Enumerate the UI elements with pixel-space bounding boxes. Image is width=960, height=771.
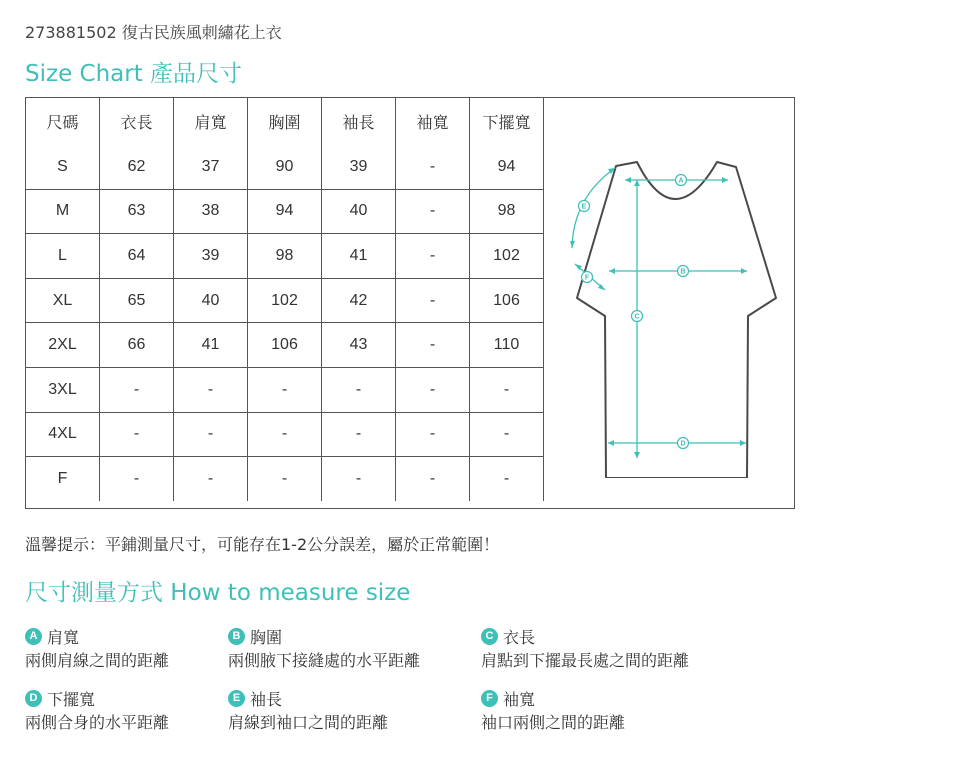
cell-size: 4XL [26,412,100,457]
header-sleeve-width: 袖寬 [396,98,470,145]
legend-description: 兩側合身的水平距離 [25,713,170,732]
tshirt-outline [577,162,776,478]
cell-size: XL [26,278,100,323]
badge-a-icon: A [25,628,42,645]
table-row [26,457,544,501]
cell-sleeve-width: - [396,323,470,368]
cell-hem-width: 106 [470,278,544,323]
cell-sleeve-length: 43 [322,323,396,368]
cell-size: M [26,189,100,234]
cell-length: 64 [100,234,174,279]
cell-shoulder: 38 [174,189,248,234]
badge-f-icon: F [481,690,498,707]
cell-sleeve-width: - [396,367,470,412]
svg-text:C: C [634,313,640,321]
cell-hem-width: 94 [470,145,544,189]
cell-sleeve-length: 40 [322,189,396,234]
cell-size: F [26,457,100,501]
cell-hem-width: 102 [470,234,544,279]
legend-label: 肩寬 [47,627,80,647]
cell-hem-width: - [470,457,544,501]
cell-hem-width: 110 [470,323,544,368]
cell-chest: - [248,457,322,501]
header-hem-width: 下擺寬 [470,98,544,145]
cell-chest: 94 [248,189,322,234]
cell-sleeve-width: - [396,412,470,457]
cell-chest: 90 [248,145,322,189]
legend-description: 袖口兩側之間的距離 [481,713,626,732]
size-table-header-row [26,98,544,145]
cell-length: 63 [100,189,174,234]
legend-description: 兩側肩線之間的距離 [25,651,170,670]
cell-size: S [26,145,100,189]
legend-item-chest [228,626,468,671]
cell-size: L [26,234,100,279]
cell-shoulder: 39 [174,234,248,279]
cell-sleeve-width: - [396,189,470,234]
cell-shoulder: 37 [174,145,248,189]
legend-item-sleeve-width [481,688,721,733]
cell-chest: - [248,367,322,412]
cell-chest: 106 [248,323,322,368]
badge-c-icon: C [481,628,498,645]
header-sleeve-length: 袖長 [322,98,396,145]
badge-d-icon: D [25,690,42,707]
cell-length: - [100,412,174,457]
cell-shoulder: 41 [174,323,248,368]
legend-label: 胸圍 [250,627,283,647]
cell-chest: - [248,412,322,457]
product-title: 273881502 復古民族風刺繡花上衣 [25,23,282,42]
cell-sleeve-length: 41 [322,234,396,279]
cell-sleeve-width: - [396,457,470,501]
size-chart-panel [25,97,795,509]
tshirt-measurement-diagram [553,138,795,478]
cell-sleeve-width: - [396,145,470,189]
measurement-tip: 溫馨提示：平鋪測量尺寸，可能存在1-2公分誤差，屬於正常範圍！ [25,535,500,554]
size-table [26,98,544,501]
cell-sleeve-length: - [322,457,396,501]
cell-length: - [100,457,174,501]
legend-description: 肩點到下擺最長處之間的距離 [481,651,690,670]
marker-c [632,311,643,322]
table-row [26,412,544,457]
legend-description: 兩側腋下接縫處的水平距離 [228,651,421,670]
svg-text:E: E [581,203,587,211]
svg-text:A: A [678,177,684,185]
cell-hem-width: - [470,412,544,457]
legend-item-sleeve-length [228,688,468,733]
table-row [26,367,544,412]
cell-length: 66 [100,323,174,368]
table-row [26,145,544,189]
cell-length: - [100,367,174,412]
cell-sleeve-width: - [396,234,470,279]
svg-text:B: B [680,268,686,276]
cell-size: 3XL [26,367,100,412]
table-row [26,189,544,234]
cell-hem-width: 98 [470,189,544,234]
header-chest: 胸圍 [248,98,322,145]
cell-size: 2XL [26,323,100,368]
marker-a [676,175,687,186]
legend-description: 肩線到袖口之間的距離 [228,713,389,732]
table-row [26,323,544,368]
table-row [26,234,544,279]
cell-sleeve-length: 39 [322,145,396,189]
marker-b [678,266,689,277]
size-chart-heading: Size Chart 產品尺寸 [25,61,243,87]
svg-text:D: D [680,440,686,448]
cell-chest: 98 [248,234,322,279]
table-row [26,278,544,323]
legend-label: 袖長 [250,689,283,709]
cell-shoulder: - [174,367,248,412]
how-to-measure-heading: 尺寸測量方式 How to measure size [25,580,411,606]
legend-label: 下擺寬 [47,689,96,709]
legend-item-length [481,626,721,671]
cell-hem-width: - [470,367,544,412]
marker-f [582,272,593,283]
marker-e [579,201,590,212]
cell-shoulder: - [174,457,248,501]
header-size: 尺碼 [26,98,100,145]
header-length: 衣長 [100,98,174,145]
cell-sleeve-length: - [322,412,396,457]
marker-d [678,438,689,449]
badge-e-icon: E [228,690,245,707]
badge-b-icon: B [228,628,245,645]
legend-label: 袖寬 [503,689,536,709]
svg-text:F: F [584,274,590,282]
cell-sleeve-length: - [322,367,396,412]
cell-length: 65 [100,278,174,323]
cell-shoulder: 40 [174,278,248,323]
cell-chest: 102 [248,278,322,323]
cell-sleeve-length: 42 [322,278,396,323]
cell-sleeve-width: - [396,278,470,323]
cell-shoulder: - [174,412,248,457]
cell-length: 62 [100,145,174,189]
header-shoulder: 肩寬 [174,98,248,145]
legend-label: 衣長 [503,627,536,647]
